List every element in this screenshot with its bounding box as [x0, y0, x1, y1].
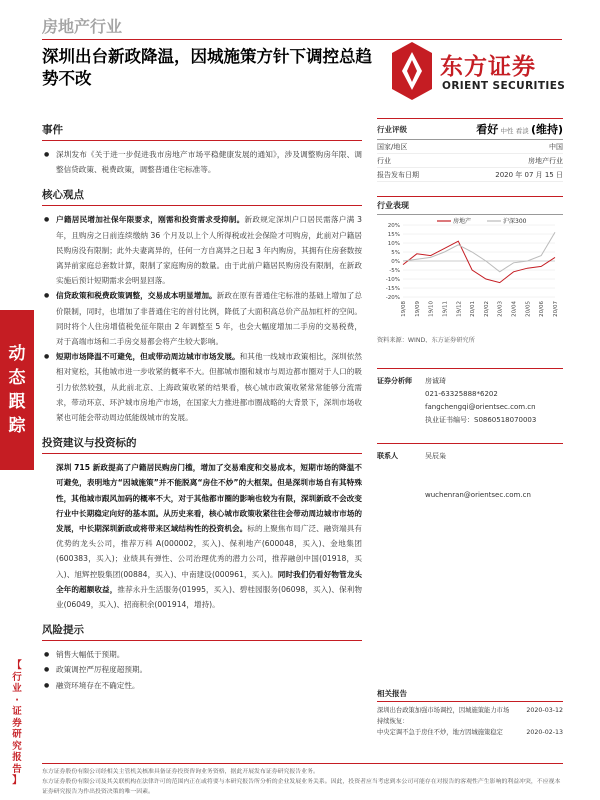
sidebar-char: 动 — [8, 344, 26, 364]
related-item[interactable] — [377, 716, 563, 727]
info-value: 中国 — [549, 142, 563, 151]
contact-label: 联系人 — [377, 452, 398, 460]
y-tick-label: 10% — [387, 241, 400, 247]
core-point-1-bold: 户籍居民增加社保年限要求，刚需和投资需求受抑制。 — [56, 215, 245, 225]
invest-bold: 深圳 715 新政提高了户籍居民购房门槛，增加了交易难度和交易成本，短期市场的降温不可避免，表明地方“因城施策”并不能脱离“房住不炒”的大框架。但是深圳市场自有其特殊性，其他城市跟风加码的概率不大，对于其他都市圈的影响也较为有限，深圳新政不会改变行业中长期稳定向好的基本面。从历史来看，核心城市政策收紧往往会带动周边城市市场的发展，中长期深圳新政或将带来区域结构性的投资机会。 — [56, 463, 362, 534]
contact-block — [377, 443, 563, 502]
vertical-char: 】 — [12, 775, 22, 786]
disclaimer-footer — [42, 767, 563, 797]
analyst-license: 执业证书编号：S0860518070003 — [425, 416, 537, 424]
analyst-name: 房诚琦 — [425, 377, 446, 385]
performance-chart — [377, 215, 563, 333]
rating-label: 行业评级 — [377, 124, 407, 134]
vertical-char: 【 — [12, 660, 22, 671]
y-tick-label: 5% — [391, 250, 400, 256]
event-heading: 事件 — [42, 122, 362, 141]
core-point-1 — [42, 212, 362, 288]
y-tick-label: -20% — [385, 295, 400, 301]
core-point-1-text: 新政规定深圳户口居民需落户满 3 年，且购房之日前连续缴纳 36 个月及以上个人所得税或社会保险才可购房，此前对户籍居民购房没有限制；此外夫妻离异的，任何一方自离异之日起 3 年内购房，其拥有住房套数按离异前家庭总套数计算，限制了家庭购房的数量。由于此前户籍居民购房没有限制，在新政实施后预计短期需求会明显回落。 — [56, 215, 363, 286]
invest-text-2: 推荐永升生活服务(01995，买入)、碧桂园服务(06098，买入)、保利物业(06049，买入)、招商积余(001914，增持)。 — [56, 584, 362, 610]
core-point-2-text: 新政在原有普通住宅标准的基础上增加了总价限制，同时，也增加了非普通住宅的首付比例，降低了大面积高总价产品加杠杆的空间。同时将个人住房增值税免征年限由 2 年调整至 5 年，也会大幅度增加二手房的交易税费，对于高端市场和二手房交易都会将产生较大影响。 — [56, 291, 363, 347]
analyst-label: 证券分析师 — [377, 377, 412, 385]
related-heading: 相关报告 — [377, 688, 563, 702]
rating-maintain: (维持) — [530, 123, 563, 136]
related-item[interactable] — [377, 727, 563, 738]
info-row — [377, 154, 563, 168]
x-tick-label: 20/01 — [470, 301, 477, 317]
invest-text-1: 标的上聚焦布局广泛、融资端具有优势的龙头公司，推荐万科 A(000002，买入)、保利地产(600048，买入)、金地集团(600383，买入)；业绩具有弹性、公司治理优秀的潜力公司，推荐融创中国(01918，买入)、旭辉控股集团(00884，买入)、中南建设(000961，买入)。 — [56, 524, 363, 579]
risk-item: ● 政策调控严厉程度超预期。 — [42, 662, 362, 677]
risk-item: ● 融资环境存在不确定性。 — [42, 678, 362, 693]
core-point-3-text: 和其他一线城市政策相比，深圳依然相对宽松，其他城市进一步收紧的概率不大。但都城市圈和城市与周边都市圈对于人口的吸引力依然较强，从此前北京、上海政策收紧的结果看，核心城市政策收紧常常能够分流需求，带动环京、环沪城市房地产市场，在国家大力推进都市圈战略的大背景下，深圳市场收紧也可能会带动周边低能级城市的发展。 — [56, 352, 363, 423]
vertical-report-label — [7, 660, 27, 787]
y-tick-label: -15% — [385, 286, 400, 292]
logo-en-text: ORIENT SECURITIES — [442, 80, 566, 92]
risk-item: ● 销售大幅低于预期。 — [42, 647, 362, 662]
footer-divider — [42, 763, 563, 764]
related-item-title: 持续恢复： — [377, 718, 409, 725]
info-value: 房地产行业 — [528, 156, 563, 165]
logo-cn-text: 东方证券 — [440, 54, 536, 80]
rating-row — [377, 118, 563, 140]
x-tick-label: 20/02 — [483, 301, 490, 317]
related-item-date: 2020-03-12 — [526, 707, 563, 714]
contact-row — [377, 489, 563, 502]
sidebar-char: 跟 — [8, 392, 26, 412]
main-column — [42, 122, 362, 693]
related-item[interactable] — [377, 705, 563, 716]
x-tick-label: 19/09 — [414, 301, 421, 317]
vertical-char: 证 — [12, 706, 22, 717]
rating-bullish: 看好 — [476, 123, 499, 136]
y-tick-label: -10% — [385, 277, 400, 283]
invest-text — [42, 460, 362, 612]
event-text: ● 深圳发布《关于进一步促进我市房地产市场平稳健康发展的通知》，涉及调整购房年限、调整信贷政策、税费政策，调整普通住宅标准等。 — [42, 147, 362, 177]
rating-values — [476, 121, 563, 137]
sidebar-char: 踪 — [8, 416, 26, 436]
chart-source: 资料来源：WIND、东方证券研究所 — [377, 337, 475, 344]
info-value: 2020 年 07 月 15 日 — [495, 170, 563, 179]
analyst-phone: 021-63325888*6202 — [425, 390, 498, 398]
orient-securities-logo — [388, 40, 578, 102]
related-item-date: 2020-02-13 — [526, 729, 563, 736]
info-key: 国家/地区 — [377, 142, 408, 151]
core-heading: 核心观点 — [42, 187, 362, 206]
y-tick-label: 0% — [391, 259, 400, 265]
related-item-title: 中央定调不急于房住不炒，地方因城施策稳定 — [377, 729, 503, 736]
report-type-sidebar — [0, 310, 34, 470]
legend-label: 沪深300 — [503, 218, 527, 225]
sidebar-char: 态 — [8, 368, 26, 388]
info-key: 行业 — [377, 156, 391, 165]
rating-bearish: 看淡 — [515, 127, 529, 135]
y-tick-label: 15% — [387, 232, 400, 238]
vertical-char: 告 — [12, 763, 22, 775]
footer-line: 东方证券股份有限公司经相关主管机关核准具备证券投资咨询业务资格，据此开展发布证券研究报告业务。 — [42, 769, 319, 775]
analyst-block — [377, 368, 563, 427]
x-tick-label: 20/04 — [511, 301, 518, 317]
invest-heading: 投资建议与投资标的 — [42, 435, 362, 454]
analyst-row — [377, 375, 563, 388]
contact-row — [377, 450, 563, 463]
vertical-char: · — [15, 694, 19, 706]
core-point-2 — [42, 288, 362, 349]
performance-heading: 行业表现 — [377, 196, 563, 215]
analyst-row — [377, 401, 563, 414]
y-tick-label: 20% — [387, 223, 400, 229]
contact-email[interactable]: wuchenran@orientsec.com.cn — [425, 491, 531, 499]
vertical-char: 究 — [12, 740, 22, 752]
performance-chart-svg — [377, 215, 563, 333]
core-point-2-bold: 信贷政策和税费政策调整，交易成本明显增加。 — [56, 291, 217, 301]
related-item-title: 深圳出台政策加强市场调控，因城施策能力市场 — [377, 707, 510, 714]
x-tick-label: 20/07 — [553, 301, 559, 317]
vertical-char: 报 — [12, 752, 22, 763]
info-row — [377, 140, 563, 154]
info-row — [377, 168, 563, 182]
rating-neutral: 中性 — [500, 127, 514, 135]
vertical-char: 业 — [12, 683, 22, 694]
core-point-3-bold: 短期市场降温不可避免，但或带动周边城市市场发展。 — [56, 352, 240, 362]
core-point-3 — [42, 349, 362, 425]
x-tick-label: 19/12 — [456, 301, 463, 317]
sector-label: 房地产行业 — [42, 17, 123, 36]
related-reports — [377, 688, 563, 738]
x-tick-label: 19/10 — [428, 301, 435, 317]
vertical-char: 券 — [12, 717, 22, 729]
analyst-email[interactable]: fangchengqi@orientsec.com.cn — [425, 403, 536, 411]
x-tick-label: 20/05 — [525, 301, 532, 317]
x-tick-label: 20/06 — [539, 301, 546, 317]
invest-bold-2: 同时我们仍看好物管龙头全年的超额收益， — [56, 569, 362, 594]
report-title: 深圳出台新政降温，因城施策方针下调控总趋势不改 — [42, 47, 372, 88]
info-column — [377, 118, 563, 502]
vertical-char: 行 — [12, 671, 22, 683]
vertical-char: 研 — [12, 729, 22, 740]
x-tick-label: 20/03 — [497, 301, 504, 317]
footer-line: 东方证券股份有限公司及其关联机构在法律许可的范围内正在或将要与本研究报告所分析的企业发展业务关系。因此，投资者应当考虑到本公司可能存在对报告的客观性产生影响的利益冲突，不应视本证券研究报告为作出投资决策的唯一因素。 — [42, 779, 561, 795]
contact-name: 吴辰枭 — [425, 452, 446, 460]
analyst-row — [377, 388, 563, 401]
analyst-row — [377, 414, 563, 427]
series-line-0 — [403, 241, 555, 282]
y-tick-label: -5% — [389, 268, 400, 274]
legend-label: 房地产 — [453, 218, 472, 225]
x-tick-label: 19/11 — [442, 301, 449, 317]
risk-heading: 风险提示 — [42, 622, 362, 641]
info-key: 报告发布日期 — [377, 170, 419, 179]
x-tick-label: 19/08 — [401, 301, 407, 317]
logo-mark-icon — [388, 40, 436, 102]
